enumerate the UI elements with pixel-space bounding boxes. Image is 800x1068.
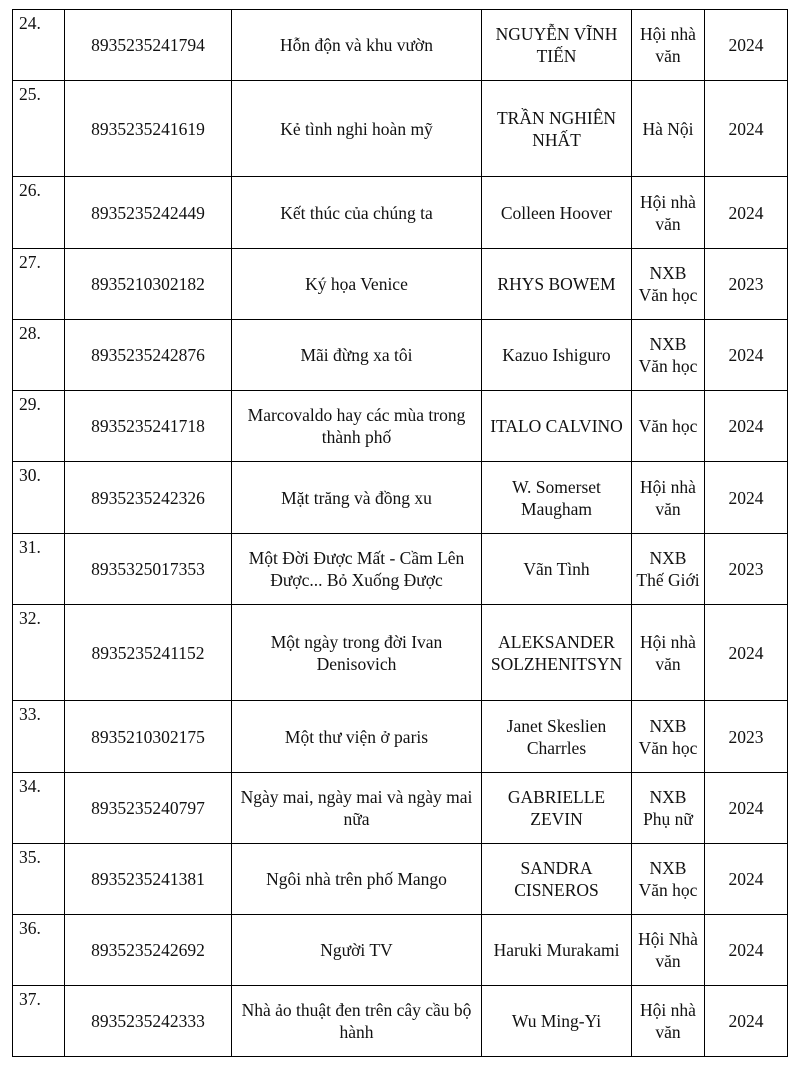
row-number: 30. [13, 462, 65, 534]
isbn-cell: 8935235242333 [65, 986, 232, 1057]
table-row [13, 844, 788, 915]
author-cell: NGUYỄN VĨNH TIẾN [482, 10, 632, 81]
table-row [13, 915, 788, 986]
title-cell: Ngày mai, ngày mai và ngày mai nữa [232, 773, 482, 844]
title-cell: Một ngày trong đời Ivan Denisovich [232, 605, 482, 701]
book-list-table [12, 9, 788, 1057]
isbn-cell: 8935235241794 [65, 10, 232, 81]
isbn-cell: 8935235242326 [65, 462, 232, 534]
publisher-cell: NXB Thế Giới [632, 534, 705, 605]
table-row [13, 81, 788, 177]
publisher-cell: NXB Phụ nữ [632, 773, 705, 844]
publisher-cell: NXB Văn học [632, 249, 705, 320]
isbn-cell: 8935210302182 [65, 249, 232, 320]
row-number: 31. [13, 534, 65, 605]
publisher-cell: Hội nhà văn [632, 462, 705, 534]
row-number: 29. [13, 391, 65, 462]
title-cell: Ngôi nhà trên phố Mango [232, 844, 482, 915]
year-cell: 2024 [705, 177, 788, 249]
isbn-cell: 8935235242692 [65, 915, 232, 986]
row-number: 24. [13, 10, 65, 81]
year-cell: 2024 [705, 773, 788, 844]
year-cell: 2024 [705, 986, 788, 1057]
table-row [13, 10, 788, 81]
publisher-cell: NXB Văn học [632, 701, 705, 773]
author-cell: Kazuo Ishiguro [482, 320, 632, 391]
row-number: 26. [13, 177, 65, 249]
year-cell: 2023 [705, 534, 788, 605]
title-cell: Một thư viện ở paris [232, 701, 482, 773]
title-cell: Marcovaldo hay các mùa trong thành phố [232, 391, 482, 462]
row-number: 37. [13, 986, 65, 1057]
row-number: 34. [13, 773, 65, 844]
author-cell: RHYS BOWEM [482, 249, 632, 320]
isbn-cell: 8935235241152 [65, 605, 232, 701]
isbn-cell: 8935325017353 [65, 534, 232, 605]
author-cell: Haruki Murakami [482, 915, 632, 986]
year-cell: 2024 [705, 915, 788, 986]
row-number: 32. [13, 605, 65, 701]
author-cell: ALEKSANDER SOLZHENITSYN [482, 605, 632, 701]
publisher-cell: Hội nhà văn [632, 605, 705, 701]
isbn-cell: 8935235242876 [65, 320, 232, 391]
year-cell: 2024 [705, 81, 788, 177]
year-cell: 2023 [705, 249, 788, 320]
author-cell: TRẦN NGHIÊN NHẤT [482, 81, 632, 177]
title-cell: Kẻ tình nghi hoàn mỹ [232, 81, 482, 177]
table-row [13, 534, 788, 605]
row-number: 25. [13, 81, 65, 177]
author-cell: Vãn Tình [482, 534, 632, 605]
publisher-cell: Văn học [632, 391, 705, 462]
year-cell: 2023 [705, 701, 788, 773]
publisher-cell: NXB Văn học [632, 320, 705, 391]
publisher-cell: Hà Nội [632, 81, 705, 177]
year-cell: 2024 [705, 605, 788, 701]
year-cell: 2024 [705, 391, 788, 462]
table-row [13, 462, 788, 534]
row-number: 33. [13, 701, 65, 773]
row-number: 36. [13, 915, 65, 986]
table-row [13, 701, 788, 773]
isbn-cell: 8935210302175 [65, 701, 232, 773]
table-row [13, 320, 788, 391]
publisher-cell: Hội nhà văn [632, 177, 705, 249]
author-cell: Colleen Hoover [482, 177, 632, 249]
book-rows [13, 10, 788, 1057]
author-cell: Janet Skeslien Charrles [482, 701, 632, 773]
title-cell: Ký họa Venice [232, 249, 482, 320]
table-row [13, 391, 788, 462]
year-cell: 2024 [705, 462, 788, 534]
row-number: 27. [13, 249, 65, 320]
isbn-cell: 8935235242449 [65, 177, 232, 249]
year-cell: 2024 [705, 844, 788, 915]
publisher-cell: NXB Văn học [632, 844, 705, 915]
row-number: 35. [13, 844, 65, 915]
author-cell: SANDRA CISNEROS [482, 844, 632, 915]
title-cell: Kết thúc của chúng ta [232, 177, 482, 249]
isbn-cell: 8935235241619 [65, 81, 232, 177]
author-cell: ITALO CALVINO [482, 391, 632, 462]
title-cell: Một Đời Được Mất - Cầm Lên Được... Bỏ Xuống Được [232, 534, 482, 605]
table-row [13, 249, 788, 320]
title-cell: Nhà ảo thuật đen trên cây cầu bộ hành [232, 986, 482, 1057]
title-cell: Mãi đừng xa tôi [232, 320, 482, 391]
publisher-cell: Hội Nhà văn [632, 915, 705, 986]
row-number: 28. [13, 320, 65, 391]
table-row [13, 177, 788, 249]
year-cell: 2024 [705, 10, 788, 81]
author-cell: Wu Ming-Yi [482, 986, 632, 1057]
isbn-cell: 8935235240797 [65, 773, 232, 844]
table-row [13, 986, 788, 1057]
publisher-cell: Hội nhà văn [632, 986, 705, 1057]
author-cell: W. Somerset Maugham [482, 462, 632, 534]
title-cell: Mặt trăng và đồng xu [232, 462, 482, 534]
author-cell: GABRIELLE ZEVIN [482, 773, 632, 844]
isbn-cell: 8935235241718 [65, 391, 232, 462]
title-cell: Người TV [232, 915, 482, 986]
table-row [13, 605, 788, 701]
year-cell: 2024 [705, 320, 788, 391]
publisher-cell: Hội nhà văn [632, 10, 705, 81]
title-cell: Hỗn độn và khu vườn [232, 10, 482, 81]
table-row [13, 773, 788, 844]
isbn-cell: 8935235241381 [65, 844, 232, 915]
